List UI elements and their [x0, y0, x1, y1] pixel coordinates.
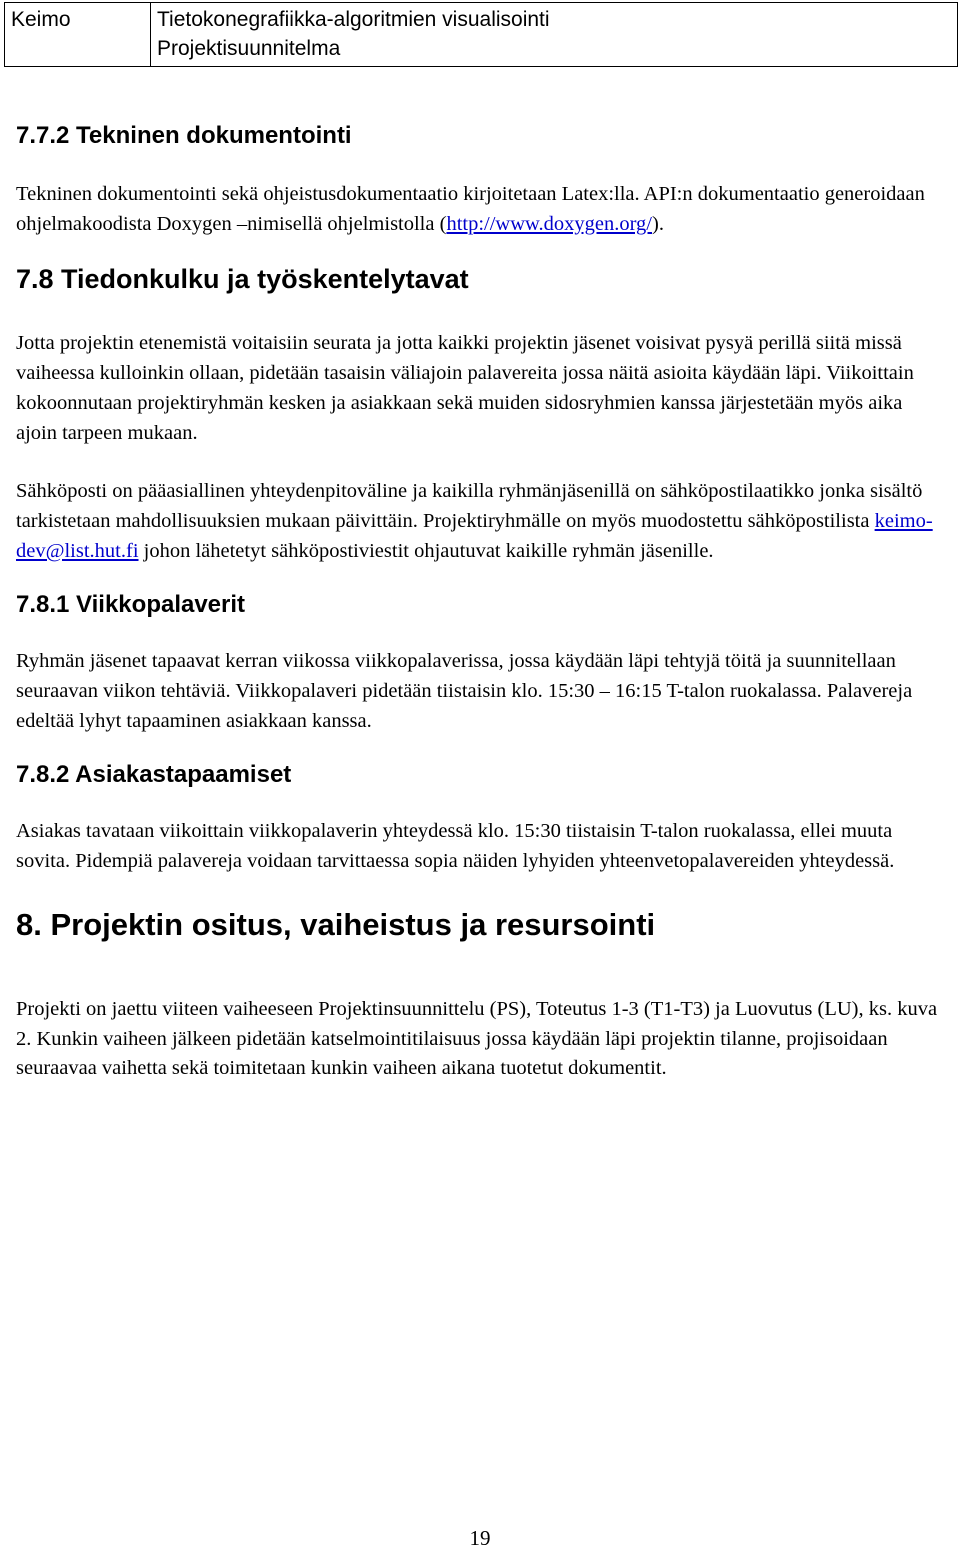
heading-7-7-2: 7.7.2 Tekninen dokumentointi [16, 122, 352, 149]
paragraph-project-phases: Projekti on jaettu viiteen vaiheeseen Projektinsuunnittelu (PS), Toteutus 1-3 (T1-T3) ja Luovutus (LU), ks. kuva 2. Kunkin vaiheen jälkeen pidetään katselmointitilaisuus jossa käydään läpi projektin tilanne, projisoidaan seuraavaa vaihetta sekä toimitetaan kunkin vaiheen aikana tuotetut dokumentit. [16, 997, 938, 1080]
heading-7-8-1: 7.8.1 Viikkopalaverit [16, 591, 246, 619]
mailing-list-link[interactable]: keimo-dev@list.hut.fi [16, 509, 933, 562]
document-body [16, 120, 946, 1084]
heading-8: 8. Projektin ositus, vaiheistus ja resursointi [16, 906, 656, 942]
paragraph-weekly-meetings: Ryhmän jäsenet tapaavat kerran viikossa viikkopalaverissa, jossa käydään läpi tehtyjä töitä ja suunnitellaan seuraavan viikon tehtäviä. Viikkopalaveri pidetään tiistaisin klo. 15:30 – 16:15 T-talon ruokalassa. Palavereja edeltää lyhyt tapaaminen asiakkaan kanssa. [16, 650, 913, 732]
paragraph-email [16, 477, 946, 566]
paragraph-text: Tekninen dokumentointi sekä ohjeistusdokumentaatio kirjoitetaan Latex:lla. API:n dokumentaatio generoidaan ohjelmakoodista Doxygen –nimisellä ohjelmistolla ( [16, 183, 925, 235]
page-number: 19 [469, 1526, 491, 1550]
paragraph-technical-documentation [16, 180, 946, 239]
doxygen-link[interactable]: http://www.doxygen.org/ [446, 212, 652, 235]
paragraph-text-end: ). [652, 212, 664, 235]
page-header [4, 2, 958, 67]
paragraph-information-flow: Jotta projektin etenemistä voitaisiin seurata ja jotta kaikki projektin jäsenet voisivat pysyä perillä siitä missä vaiheessa kulloinkin ollaan, pidetään tasaisin väliajoin palavereita jossa näitä asioita käydään läpi. Viikoittain kokoonnutaan projektiryhmän kesken ja asiakkaan sekä muiden sidosryhmien kanssa järjestetään myös aika ajoin tarpeen mukaan. [16, 332, 914, 444]
heading-7-8-2: 7.8.2 Asiakastapaamiset [16, 761, 292, 789]
header-title: Tietokonegrafiikka-algoritmien visualisointi [157, 8, 550, 31]
header-document-name: Projektisuunnitelma [157, 37, 341, 60]
paragraph-text: Sähköposti on pääasiallinen yhteydenpitoväline ja kaikilla ryhmänjäsenillä on sähköpostilaatikko jonka sisältö tarkistetaan mahdollisuuksien mukaan päivittäin. Projektiryhmälle on myös muodostettu sähköpostilista [16, 480, 923, 532]
heading-7-8: 7.8 Tiedonkulku ja työskentelytavat [16, 264, 469, 295]
header-title-cell [151, 3, 958, 67]
header-project-name: Keimo [5, 3, 151, 67]
paragraph-text-end: johon lähetetyt sähköpostiviestit ohjautuvat kaikille ryhmän jäsenille. [138, 539, 714, 562]
paragraph-customer-meetings: Asiakas tavataan viikoittain viikkopalaverin yhteydessä klo. 15:30 tiistaisin T-talon ruokalassa, ellei muuta sovita. Pidempiä palavereja voidaan tarvittaessa sopia näiden lyhyiden yhteenvetopalavereiden yhteydessä. [16, 820, 895, 873]
